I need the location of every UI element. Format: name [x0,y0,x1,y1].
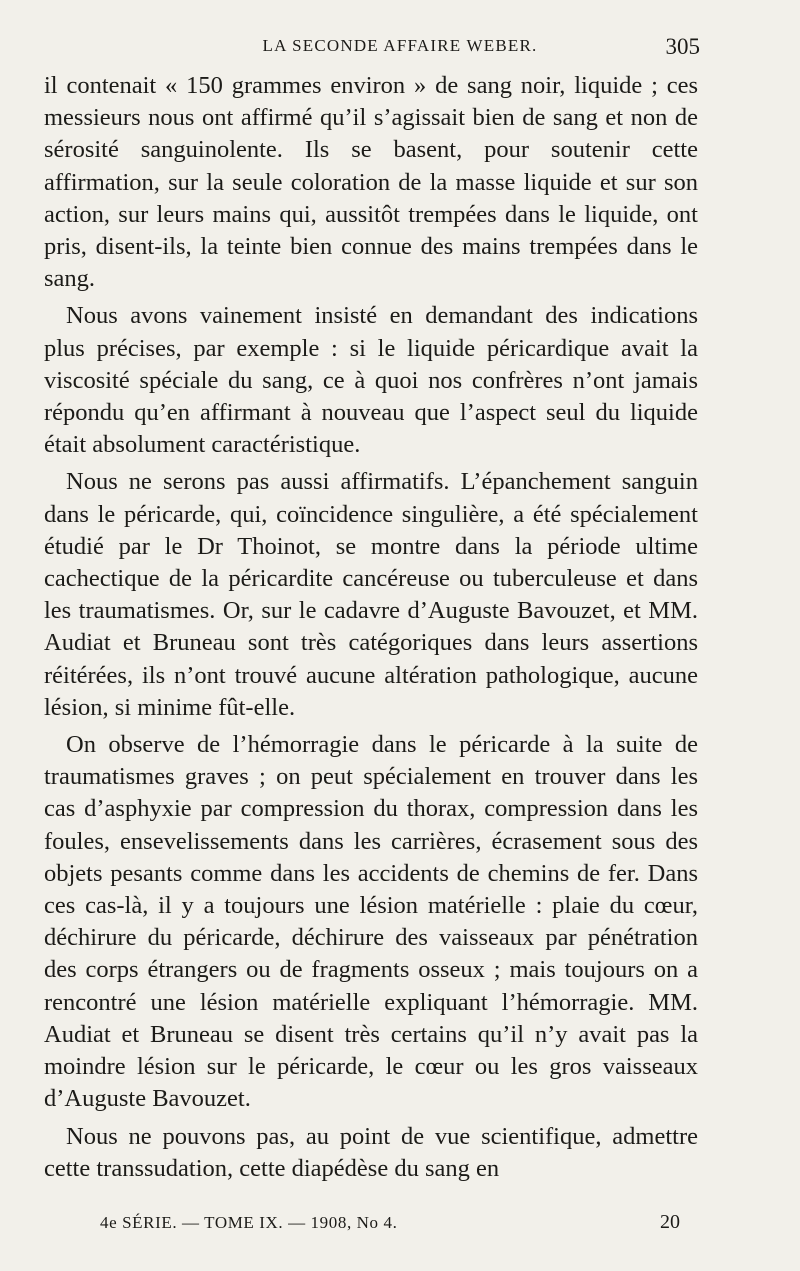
page-footer [100,1211,680,1241]
paragraph-3: Nous ne serons pas aussi affirmatifs. L’épanchement sanguin dans le péricarde, qui, coïncidence singulière, a été spécialement étudié par le Dr Thoinot, se montre dans la période ultime cachectique de la péricardite cancéreuse ou tuberculeuse et dans les traumatismes. Or, sur le cadavre d’Auguste Bavouzet, et MM. Audiat et Bruneau sont très catégoriques dans leurs assertions réitérées, ils n’ont trouvé aucune altération pathologique, aucune lésion, si minime fût-elle. [44,468,698,721]
series-line: 4e SÉRIE. — TOME IX. — 1908, No 4. [100,1213,398,1232]
paragraph-4: On observe de l’hémorragie dans le péricarde à la suite de traumatismes graves ; on peut spécialement en trouver dans les cas d’asphyxie par compression du thorax, compression dans les foules, ensevelissements dans les carrières, écrasement sous des objets pesants comme dans les accidents de chemins de fer. Dans ces cas-là, il y a toujours une lésion matérielle : plaie du cœur, déchirure du péricarde, déchirure des vaisseaux par pénétration des corps étrangers ou de fragments osseux ; mais toujours on a rencontré une lésion matérielle expliquant l’hémorragie. MM. Audiat et Bruneau se disent très certains qu’il n’y avait pas la moindre lésion sur le péricarde, le cœur ou les gros vaisseaux d’Auguste Bavouzet. [44,731,698,1113]
signature-number: 20 [660,1211,680,1233]
body-text [44,70,698,1190]
paragraph-2: Nous avons vainement insisté en demandant des indications plus précises, par exemple : si le liquide péricardique avait la viscosité spéciale du sang, ce à quoi nos confrères n’ont jamais répondu qu’en affirmant à nouveau que l’aspect seul du liquide était absolument caractéristique. [44,302,698,459]
paragraph-5: Nous ne pouvons pas, au point de vue scientifique, admettre cette transsudation, cette diapédèse du sang en [44,1122,698,1182]
running-title: LA SECONDE AFFAIRE WEBER. [262,36,538,55]
page-header [0,34,800,64]
page-number: 305 [665,34,700,59]
paragraph-1: il contenait « 150 grammes environ » de sang noir, liquide ; ces messieurs nous ont affirmé qu’il s’agissait bien de sang et non de sérosité sanguinolente. Ils se basent, pour soutenir cette affirmation, sur la seule coloration de la masse liquide et sur son action, sur leurs mains qui, aussitôt trempées dans le liquide, ont pris, disent-ils, la teinte bien connue des mains trempées dans le sang. [44,72,698,293]
